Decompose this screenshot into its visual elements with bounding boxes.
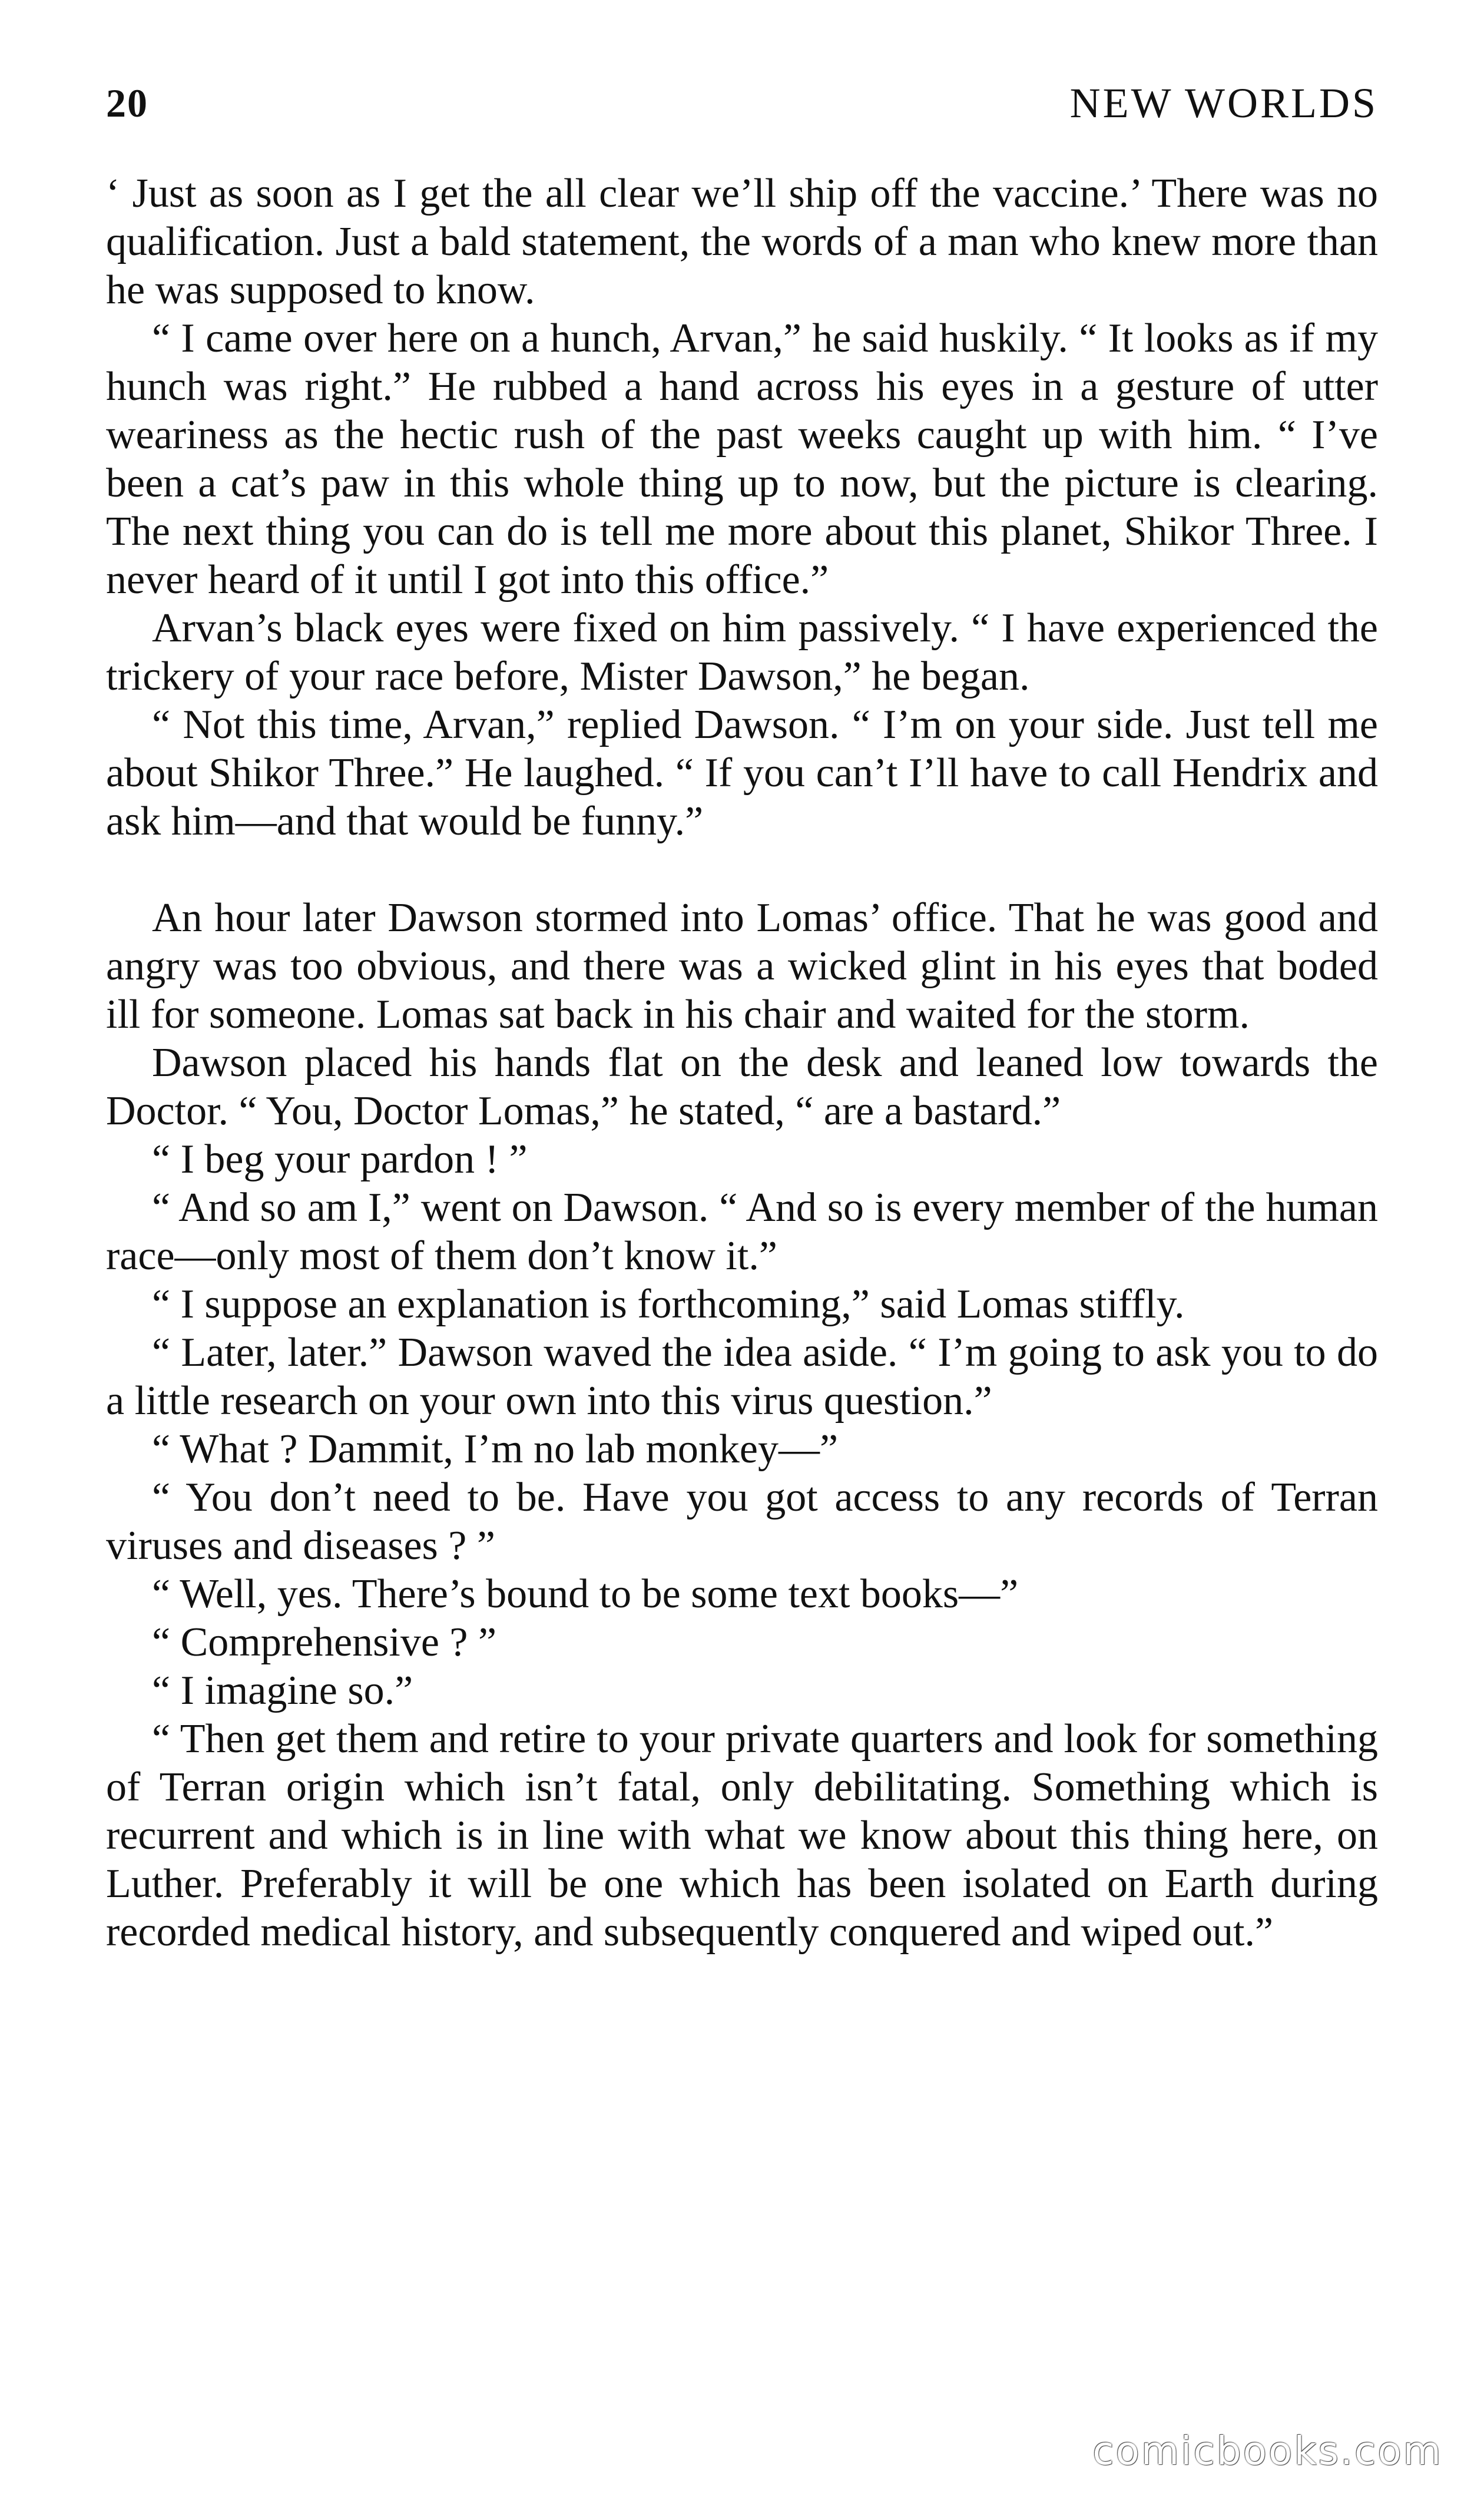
paragraph: “ And so am I,” went on Dawson. “ And so is every member of the human race—only most of them don’t know it.” bbox=[106, 1185, 1378, 1279]
paragraph: “ I imagine so.” bbox=[152, 1668, 413, 1713]
paragraph: “ I suppose an explanation is forthcoming,” said Lomas stiffly. bbox=[152, 1282, 1185, 1327]
running-head bbox=[106, 77, 1378, 130]
page-number: 20 bbox=[106, 81, 148, 125]
paragraph: “ I beg your pardon ! ” bbox=[152, 1137, 528, 1182]
paragraph: “ Then get them and retire to your private quarters and look for something of Terran origin which isn’t fatal, only debilitating. Something which is recurrent and which is in line with what we know about this thing here, on Luther. Preferably it will be one which has been isolated on Earth during recorded medical history, and subsequently conquered and wiped out.” bbox=[106, 1716, 1378, 1955]
body-text bbox=[106, 170, 1378, 1957]
paragraph: “ You don’t need to be. Have you got access to any records of Terran viruses and diseases ? ” bbox=[106, 1475, 1378, 1568]
paragraph: “ Later, later.” Dawson waved the idea aside. “ I’m going to ask you to do a little research on your own into this virus question.” bbox=[106, 1330, 1378, 1424]
paragraph: “ Comprehensive ? ” bbox=[152, 1620, 497, 1665]
paragraph: “ What ? Dammit, I’m no lab monkey—” bbox=[152, 1426, 839, 1472]
paragraph: ‘ Just as soon as I get the all clear we’ll ship off the vaccine.’ There was no qualification. Just a bald statement, the words of a man who knew more than he was supposed to know. bbox=[106, 171, 1378, 313]
paragraph: Arvan’s black eyes were fixed on him passively. “ I have experienced the trickery of your race before, Mister Dawson,” he began. bbox=[106, 605, 1378, 699]
site-watermark: comicbooks.com bbox=[1092, 2428, 1443, 2474]
paragraph: “ Well, yes. There’s bound to be some text books—” bbox=[152, 1571, 1019, 1617]
paragraph: “ I came over here on a hunch, Arvan,” he said huskily. “ It looks as if my hunch was right.” He rubbed a hand across his eyes in a gesture of utter weariness as the hectic rush of the past weeks caught up with him. “ I’ve been a cat’s paw in this whole thing up to now, but the picture is clearing. The next thing you can do is tell me more about this planet, Shikor Three. I never heard of it until I got into this office.” bbox=[106, 316, 1378, 603]
paragraph: An hour later Dawson stormed into Lomas’ office. That he was good and angry was too obvious, and there was a wicked glint in his eyes that boded ill for someone. Lomas sat back in his chair and waited for the storm. bbox=[106, 895, 1378, 1037]
paragraph: “ Not this time, Arvan,” replied Dawson. “ I’m on your side. Just tell me about Shikor Three.” He laughed. “ If you can’t I’ll have to call Hendrix and ask him—and that would be funny.” bbox=[106, 702, 1378, 844]
journal-title: NEW WORLDS bbox=[1069, 80, 1378, 127]
paragraph: Dawson placed his hands flat on the desk and leaned low towards the Doctor. “ You, Doctor Lomas,” he stated, “ are a bastard.” bbox=[106, 1040, 1378, 1134]
